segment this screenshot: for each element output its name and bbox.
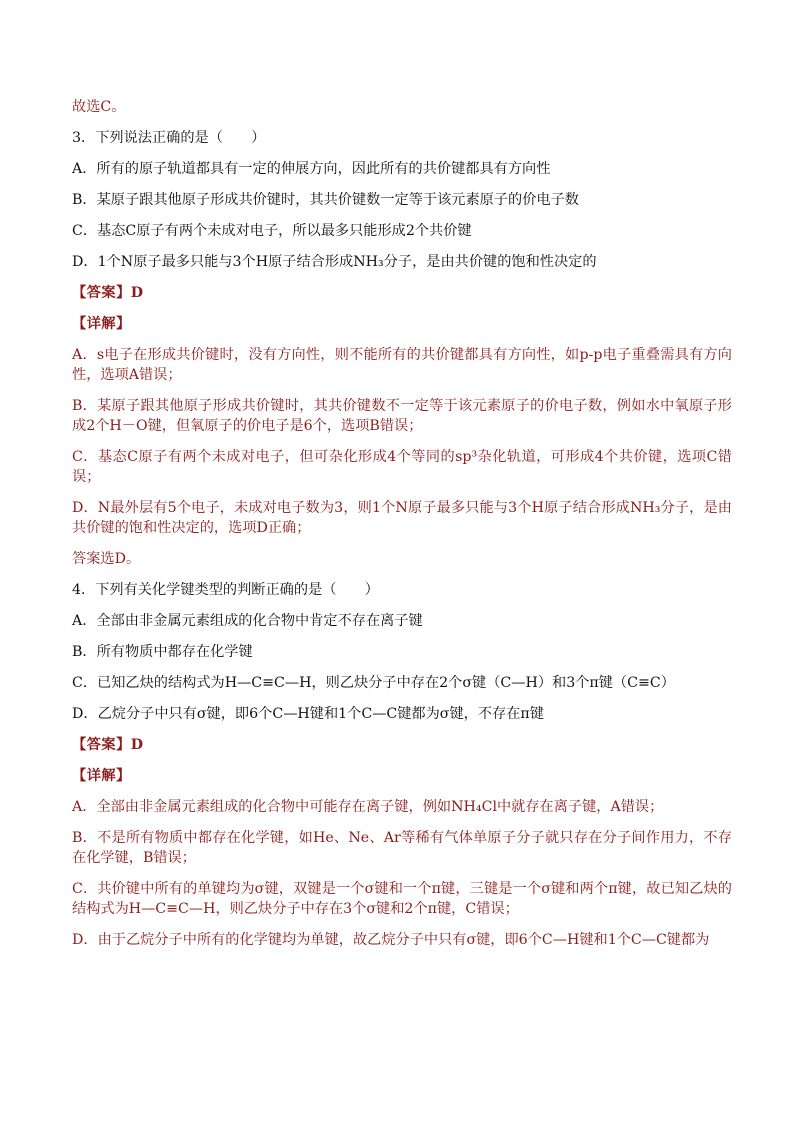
question-3-option-b: B．某原子跟其他原子形成共价键时，其共价键数一定等于该元素原子的价电子数 <box>72 192 579 208</box>
document-body <box>72 97 732 961</box>
question-3-stem: 3．下列说法正确的是（ ） <box>72 130 266 146</box>
question-3-explanation-b: B．某原子跟其他原子形成共价键时，其共价键数不一定等于该元素原子的价电子数，例如水中氧原子形成2个H－O键，但氧原子的价电子是6个，选项B错误； <box>72 398 732 434</box>
question-4-option-b: B．所有物质中都存在化学键 <box>72 644 253 660</box>
question-3-option-d: D．1个N原子最多只能与3个H原子结合形成NH₃分子，是由共价键的饱和性决定的 <box>72 254 597 270</box>
question-4-explanation-d: D．由于乙烷分子中所有的化学键均为单键，故乙烷分子中只有σ键，即6个C—H键和1个C—C键都为 <box>72 932 710 948</box>
question-4-explanation-c: C．共价键中所有的单键均为σ键，双键是一个σ键和一个π键，三键是一个σ键和两个π键，故已知乙炔的结构式为H—C≡C—H，则乙炔分子中存在3个σ键和2个π键，C错误； <box>72 881 732 917</box>
prev-answer-conclusion: 故选C。 <box>72 99 126 115</box>
question-3-explanation-a: A．s电子在形成共价键时，没有方向性，则不能所有的共价键都具有方向性，如p-p电子重叠需具有方向性，选项A错误； <box>72 347 732 383</box>
question-3-option-a: A．所有的原子轨道都具有一定的伸展方向，因此所有的共价键都具有方向性 <box>72 161 551 177</box>
question-3-answer: 【答案】D <box>72 285 144 301</box>
question-3-explanation-c: C．基态C原子有两个未成对电子，但可杂化形成4个等同的sp³杂化轨道，可形成4个共价键，选项C错误； <box>72 449 732 485</box>
question-4-option-a: A．全部由非金属元素组成的化合物中肯定不存在离子键 <box>72 613 423 629</box>
question-4-stem: 4．下列有关化学键类型的判断正确的是（ ） <box>72 582 379 598</box>
question-3-explanation-d: D．N最外层有5个电子，未成对电子数为3，则1个N原子最多只能与3个H原子结合形成NH₃分子，是由共价键的饱和性决定的，选项D正确； <box>72 500 732 536</box>
question-4-explanation-b: B．不是所有物质中都存在化学键，如He、Ne、Ar等稀有气体单原子分子就只存在分子间作用力，不存在化学键，B错误； <box>72 830 732 866</box>
question-3-conclusion: 答案选D。 <box>72 551 141 567</box>
question-4-option-d: D．乙烷分子中只有σ键，即6个C—H键和1个C—C键都为σ键，不存在π键 <box>72 706 544 722</box>
question-4-answer: 【答案】D <box>72 737 144 753</box>
question-3-explanation-heading: 【详解】 <box>72 316 131 332</box>
question-4-option-c: C．已知乙炔的结构式为H—C≡C—H，则乙炔分子中存在2个σ键（C—H）和3个π键（C≡C） <box>72 675 675 691</box>
question-3-option-c: C．基态C原子有两个未成对电子，所以最多只能形成2个共价键 <box>72 223 472 239</box>
question-4-explanation-a: A．全部由非金属元素组成的化合物中可能存在离子键，例如NH₄Cl中就存在离子键，A错误； <box>72 799 664 815</box>
question-4-explanation-heading: 【详解】 <box>72 768 131 784</box>
